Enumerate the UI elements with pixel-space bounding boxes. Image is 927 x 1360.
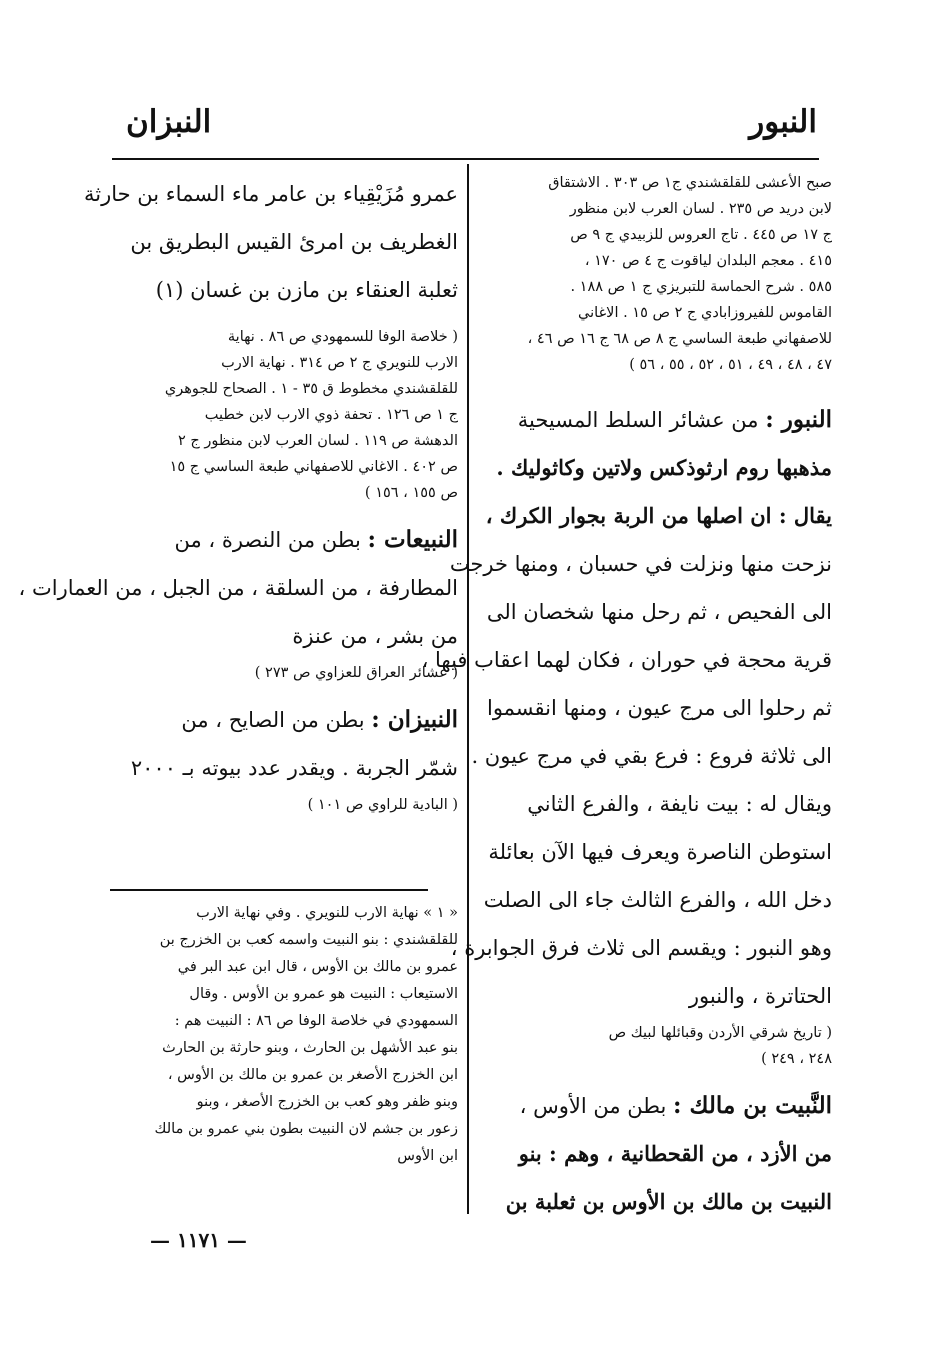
entry-text: بطن من النصرة ، من (174, 528, 361, 552)
entry-nabizan (108, 696, 458, 818)
entry-line: ويقال له : بيت نايفة ، والفرع الثاني (527, 792, 832, 816)
entry-line: يقال : ان اصلها من الربة بجوار الكرك ، (485, 503, 832, 528)
entry-line: استوطن الناصرة ويعرف فيها الآن بعائلة (488, 840, 832, 864)
reference-line: للقلقشندي مخطوط ق ٣٥ - ١ . الصحاح للجوهري (164, 381, 458, 397)
page-number: — ١١٧١ — (150, 1228, 247, 1252)
spacer (108, 686, 458, 696)
running-header-left: النبزان (126, 104, 212, 140)
entry-line: ثم رحلوا الى مرج عيون ، ومنها انقسموا (486, 696, 832, 720)
entry-title: النبيعات : (367, 526, 458, 553)
left-column (18, 170, 458, 818)
entry-first-line (480, 1082, 832, 1130)
entry-title: النبيزان : (371, 706, 458, 733)
reference-line: ٤١٥ . معجم البلدان لياقوت ج ٤ ص ١٧٠ ، (584, 253, 832, 269)
entry-line: الحتاترة ، والنبور (688, 984, 832, 1008)
entry-line: الى ثلاثة فروع : فرع بقي في مرج عيون . (471, 744, 832, 768)
reference-line: للاصفهاني طبعة الساسي ج ٨ ص ٦٨ ج ١٦ ص ٤٦ ، (527, 331, 832, 347)
spacer (108, 314, 458, 324)
reference-line: ص ٤٠٢ . الاغاني للاصفهاني طبعة الساسي ج ١٥ (169, 459, 458, 475)
spacer (480, 378, 832, 396)
entry-line: من بشر ، من عنزة (292, 624, 458, 648)
reference-line: الارب للنويري ج ٢ ص ٣١٤ . نهاية الارب (221, 355, 458, 371)
entry-title: النبور : (765, 406, 832, 433)
entry-text: بطن من الأوس ، (519, 1094, 667, 1118)
reference-line: القاموس للفيروزابادي ج ٢ ص ١٥ . الاغاني (578, 305, 832, 321)
footnote-line: عمرو بن مالك بن الأوس ، قال ابن عبد البر في (177, 959, 458, 975)
reference-line: ( تاريخ شرقي الأردن وقبائلها لبيك ص (608, 1025, 832, 1041)
footnote-line: السمهودي في خلاصة الوفا ص ٨٦ : النبيت هم : (174, 1013, 458, 1029)
footnote-rule (110, 889, 428, 891)
reference-line: ( خلاصة الوفا للسمهودي ص ٨٦ . نهاية (227, 329, 458, 345)
entry-line: عمرو مُزَيْقِياء بن عامر ماء السماء بن حارثة (84, 182, 458, 206)
reference-line: ٢٤٨ ، ٢٤٩ ) (761, 1051, 832, 1067)
entry-line: من الأزد ، من القحطانية ، وهم : بنو (518, 1141, 832, 1166)
reference-line: ص ١٥٥ ، ١٥٦ ) (364, 485, 458, 501)
left-top-references (108, 324, 458, 506)
spacer (108, 506, 458, 516)
entry-line: المطارفة ، من السلقة ، من الجبل ، من العمارات ، (18, 576, 458, 600)
reference-line: ( عشائر العراق للعزاوي ص ٢٧٣ ) (254, 665, 458, 681)
reference-line: ج ١٧ ص ٤٤٥ . تاج العروس للزبيدي ج ٩ ص (570, 227, 832, 243)
entry-line: قرية محجة في حوران ، فكان لهما اعقاب فيها ، (421, 648, 832, 672)
entry-line: نزحت منها ونزلت في حسبان ، ومنها خرجت (449, 552, 832, 576)
entry-first-line (480, 396, 832, 444)
entry-line: الغطريف بن امرئ القيس البطريق بن (130, 230, 458, 254)
entry-line: الى الفحيص ، ثم رحل منها شخصان الى (486, 600, 832, 624)
entry-continuation (84, 170, 458, 314)
footnote-line: وبنو ظفر وهو كعب بن الخزرج الأصغر ، وبنو (196, 1094, 458, 1110)
footnote-line: الاستيعاب : النبيت هو عمرو بن الأوس . وقال (189, 986, 458, 1002)
reference-line: ٤٧ ، ٤٨ ، ٤٩ ، ٥١ ، ٥٢ ، ٥٥ ، ٥٦ ) (629, 357, 832, 373)
entry-text: بطن من الصايح ، من (181, 708, 365, 732)
entry-line: مذهبها روم ارثوذكس ولاتين وكاثوليك . (496, 455, 832, 480)
entry-first-line (108, 696, 458, 744)
reference-line: ( البادية للراوي ص ١٠١ ) (307, 797, 458, 813)
reference-line: ج ١ ص ١٢٦ . تحفة ذوي الارب لابن خطيب (204, 407, 458, 423)
entry-first-line (108, 516, 458, 564)
reference-line: لابن دريد ص ٢٣٥ . لسان العرب لابن منظور (569, 201, 832, 217)
entry-nabit (480, 1082, 832, 1226)
entry-line: دخل الله ، والفرع الثالث جاء الى الصلت (483, 888, 832, 912)
footnote-line: ابن الخزرج الأصغر بن عمرو بن مالك بن الأوس ، (167, 1067, 458, 1083)
footnote-line: « ١ » نهاية الارب للنويري . وفي نهاية الارب (196, 905, 458, 921)
header-rule (112, 158, 819, 160)
entry-line: وهو النبور : ويقسم الى ثلاث فرق الجوابرة ، (450, 936, 832, 960)
footnote-line: بنو عبد الأشهل بن الحارث ، وبنو حارثة بن الحارث (162, 1040, 458, 1056)
spacer (480, 1072, 832, 1082)
reference-line: الدهشة ص ١١٩ . لسان العرب لابن منظور ج ٢ (178, 433, 458, 449)
footnote-line: زعور بن جشم لان النبيت بطون بني عمرو بن مالك (154, 1121, 458, 1137)
running-header-right: النبور (749, 104, 817, 140)
entry-text: من عشائر السلط المسيحية (517, 408, 759, 432)
footnote (106, 900, 458, 1170)
right-top-references (480, 170, 832, 378)
entry-line: ثعلبة العنقاء بن مازن بن غسان (١) (155, 278, 458, 302)
reference-line: صبح الأعشى للقلقشندي ج١ ص ٣٠٣ . الاشتقاق (548, 175, 832, 191)
reference-line: ٥٨٥ . شرح الحماسة للتبريزي ج ١ ص ١٨٨ . (570, 279, 832, 295)
column-divider (467, 164, 469, 1214)
entry-nubur (421, 396, 832, 1072)
entry-nabijat (18, 516, 458, 686)
entry-line: شمّر الجربة . ويقدر عدد بيوته بـ ٢٠٠٠ (130, 756, 458, 780)
footnote-line: ابن الأوس (397, 1148, 458, 1164)
footnote-line: للقلقشندي : بنو النبيت واسمه كعب بن الخزرج بن (159, 932, 458, 948)
entry-title: النَّبيت بن مالك : (673, 1092, 832, 1119)
entry-line: النبيت بن مالك بن الأوس بن ثعلبة بن (505, 1189, 832, 1214)
